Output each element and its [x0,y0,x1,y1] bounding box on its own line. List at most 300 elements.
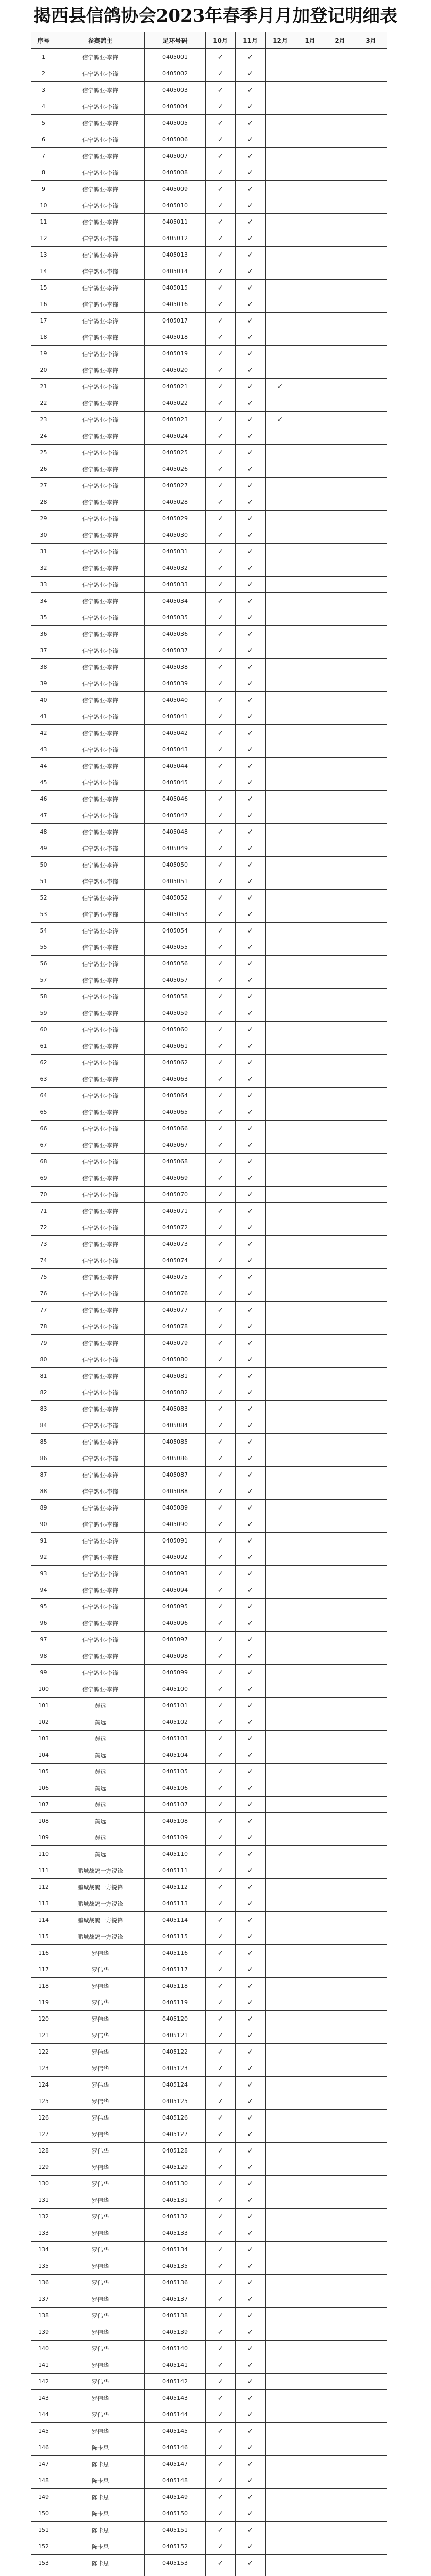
check-mar-cell [355,280,387,296]
check-mar-cell [355,1401,387,1417]
check-oct-cell: ✓ [206,939,236,956]
row-index: 19 [31,346,56,362]
check-jan-cell [295,2027,325,2044]
check-oct-cell: ✓ [206,1467,236,1483]
check-feb-cell [325,1632,355,1648]
check-mar-cell [355,1022,387,1038]
table-row [31,1483,387,1500]
check-mar-cell [355,1978,387,1994]
check-jan-cell [295,906,325,923]
table-row [31,1022,387,1038]
check-mar-cell [355,906,387,923]
check-nov-cell: ✓ [236,1912,266,1928]
check-jan-cell [295,807,325,824]
table-row [31,1516,387,1533]
row-ring: 0405083 [145,1401,206,1417]
row-ring: 0405029 [145,511,206,527]
check-jan-cell [295,2538,325,2555]
check-dec-cell [266,461,295,478]
check-nov-cell: ✓ [236,1846,266,1862]
table-header-row [31,32,387,49]
check-mar-cell [355,593,387,609]
row-owner: 罗伟华 [56,2209,145,2225]
check-oct-cell: ✓ [206,1516,236,1533]
row-owner: 罗伟华 [56,1978,145,1994]
check-feb-cell [325,2275,355,2291]
check-dec-cell [266,2126,295,2143]
check-dec-cell [266,2110,295,2126]
check-dec-cell [266,1961,295,1978]
row-owner: 信宁鸽业-李锋 [56,1599,145,1615]
check-jan-cell [295,1154,325,1170]
row-ring: 0405061 [145,1038,206,1055]
check-nov-cell: ✓ [236,544,266,560]
row-index: 77 [31,1302,56,1318]
check-jan-cell [295,65,325,82]
check-mar-cell [355,2472,387,2489]
table-row [31,1384,387,1401]
check-feb-cell [325,2077,355,2093]
check-nov-cell: ✓ [236,1780,266,1797]
check-nov-cell: ✓ [236,1269,266,1285]
row-index: 32 [31,560,56,577]
row-index: 47 [31,807,56,824]
check-dec-cell [266,708,295,725]
check-oct-cell: ✓ [206,2060,236,2077]
row-owner: 信宁鸽业-李锋 [56,1582,145,1599]
check-jan-cell [295,824,325,840]
row-ring: 0405134 [145,2242,206,2258]
row-owner: 罗伟华 [56,2093,145,2110]
row-index: 116 [31,1945,56,1961]
check-oct-cell: ✓ [206,807,236,824]
check-mar-cell [355,329,387,346]
check-dec-cell [266,609,295,626]
row-index: 81 [31,1368,56,1384]
check-jan-cell [295,1978,325,1994]
row-ring: 0405091 [145,1533,206,1549]
check-feb-cell [325,1285,355,1302]
row-ring: 0405065 [145,1104,206,1121]
table-row [31,362,387,379]
row-ring: 0405070 [145,1187,206,1203]
check-jan-cell [295,2489,325,2505]
row-index: 111 [31,1862,56,1879]
check-mar-cell [355,2275,387,2291]
row-owner: 信宁鸽业-李锋 [56,956,145,972]
row-index: 4 [31,98,56,115]
check-oct-cell: ✓ [206,593,236,609]
check-mar-cell [355,1961,387,1978]
row-owner: 信宁鸽业-李锋 [56,164,145,181]
check-nov-cell: ✓ [236,2192,266,2209]
check-dec-cell [266,1088,295,1104]
check-jan-cell [295,1335,325,1351]
row-index: 102 [31,1714,56,1731]
check-feb-cell [325,2242,355,2258]
check-feb-cell [325,115,355,131]
table-row [31,1780,387,1797]
row-ring: 0405092 [145,1549,206,1566]
check-mar-cell [355,2489,387,2505]
row-owner: 信宁鸽业-李锋 [56,725,145,741]
check-oct-cell: ✓ [206,2176,236,2192]
check-nov-cell: ✓ [236,263,266,280]
check-mar-cell [355,2176,387,2192]
row-ring: 0405143 [145,2390,206,2406]
table-row [31,1533,387,1549]
row-ring: 0405080 [145,1351,206,1368]
check-nov-cell: ✓ [236,2242,266,2258]
table-row [31,642,387,659]
check-mar-cell [355,115,387,131]
table-row [31,461,387,478]
check-feb-cell [325,148,355,164]
row-index: 69 [31,1170,56,1187]
check-jan-cell [295,1928,325,1945]
row-index: 101 [31,1698,56,1714]
row-index: 18 [31,329,56,346]
row-ring: 0405103 [145,1731,206,1747]
row-ring: 0405109 [145,1829,206,1846]
table-row [31,164,387,181]
check-jan-cell [295,609,325,626]
check-feb-cell [325,1879,355,1895]
check-jan-cell [295,544,325,560]
check-mar-cell [355,1137,387,1154]
check-jan-cell [295,659,325,675]
check-nov-cell: ✓ [236,2357,266,2374]
check-oct-cell: ✓ [206,708,236,725]
check-mar-cell [355,2538,387,2555]
table-row [31,2472,387,2489]
check-oct-cell: ✓ [206,131,236,148]
row-index: 48 [31,824,56,840]
check-oct-cell: ✓ [206,2522,236,2538]
check-nov-cell: ✓ [236,2308,266,2324]
check-feb-cell [325,263,355,280]
check-dec-cell [266,2489,295,2505]
table-row [31,511,387,527]
row-owner: 信宁鸽业-李锋 [56,906,145,923]
check-dec-cell [266,2390,295,2406]
check-mar-cell [355,2439,387,2456]
row-index: 138 [31,2308,56,2324]
col-header-owner: 参赛鸽主 [56,32,145,49]
row-ring: 0405003 [145,82,206,98]
check-feb-cell [325,2093,355,2110]
row-owner: 罗伟华 [56,2390,145,2406]
check-feb-cell [325,2357,355,2374]
check-mar-cell [355,1121,387,1137]
check-jan-cell [295,1829,325,1846]
check-dec-cell [266,1483,295,1500]
check-nov-cell: ✓ [236,131,266,148]
table-row [31,544,387,560]
table-row [31,1961,387,1978]
check-nov-cell: ✓ [236,642,266,659]
row-owner: 信宁鸽业-李锋 [56,379,145,395]
table-row [31,115,387,131]
row-owner: 信宁鸽业-李锋 [56,626,145,642]
check-oct-cell: ✓ [206,1071,236,1088]
check-nov-cell: ✓ [236,1368,266,1384]
check-mar-cell [355,230,387,247]
check-oct-cell: ✓ [206,675,236,692]
check-feb-cell [325,1335,355,1351]
check-feb-cell [325,1549,355,1566]
row-index: 66 [31,1121,56,1137]
check-mar-cell [355,1879,387,1895]
row-owner: 罗伟华 [56,2077,145,2093]
check-nov-cell: ✓ [236,1071,266,1088]
check-jan-cell [295,313,325,329]
check-dec-cell [266,1879,295,1895]
check-oct-cell: ✓ [206,1533,236,1549]
row-owner: 信宁鸽业-李锋 [56,1434,145,1450]
check-jan-cell [295,428,325,445]
check-dec-cell [266,1022,295,1038]
row-ring: 0405153 [145,2555,206,2571]
check-mar-cell [355,296,387,313]
check-oct-cell: ✓ [206,2456,236,2472]
check-feb-cell [325,2011,355,2027]
row-index: 94 [31,1582,56,1599]
check-nov-cell: ✓ [236,82,266,98]
check-jan-cell [295,923,325,939]
check-jan-cell [295,263,325,280]
table-row [31,2423,387,2439]
check-dec-cell [266,1747,295,1764]
check-nov-cell: ✓ [236,1797,266,1813]
check-dec-cell [266,1516,295,1533]
check-mar-cell [355,2209,387,2225]
check-dec-cell [266,1829,295,1846]
table-row [31,49,387,65]
check-feb-cell [325,2505,355,2522]
table-row [31,247,387,263]
row-owner: 信宁鸽业-李锋 [56,791,145,807]
check-jan-cell [295,2456,325,2472]
row-owner: 信宁鸽业-李锋 [56,544,145,560]
check-feb-cell [325,2308,355,2324]
check-dec-cell [266,313,295,329]
check-oct-cell: ✓ [206,1747,236,1764]
row-owner: 罗伟华 [56,1961,145,1978]
row-owner: 黄远 [56,1764,145,1780]
row-ring: 0405137 [145,2291,206,2308]
check-oct-cell: ✓ [206,544,236,560]
check-dec-cell [266,1318,295,1335]
check-dec-cell [266,230,295,247]
row-ring: 0405055 [145,939,206,956]
row-owner: 信宁鸽业-李锋 [56,1467,145,1483]
row-owner: 信宁鸽业-李锋 [56,346,145,362]
check-mar-cell [355,1269,387,1285]
row-ring: 0405005 [145,115,206,131]
table-row [31,1648,387,1665]
table-row [31,2027,387,2044]
check-feb-cell [325,362,355,379]
check-oct-cell: ✓ [206,1104,236,1121]
row-ring: 0405099 [145,1665,206,1681]
check-jan-cell [295,2275,325,2291]
check-jan-cell [295,2390,325,2406]
check-feb-cell [325,1121,355,1137]
row-ring: 0405006 [145,131,206,148]
row-ring: 0405077 [145,1302,206,1318]
check-dec-cell [266,1648,295,1665]
check-dec-cell [266,1154,295,1170]
check-dec-cell [266,1417,295,1434]
check-jan-cell [295,2209,325,2225]
row-ring: 0405027 [145,478,206,494]
check-nov-cell: ✓ [236,2060,266,2077]
row-ring: 0405048 [145,824,206,840]
row-ring: 0405058 [145,989,206,1005]
row-owner: 信宁鸽业-李锋 [56,1417,145,1434]
check-mar-cell [355,2374,387,2390]
row-owner: 信宁鸽业-李锋 [56,560,145,577]
check-mar-cell [355,923,387,939]
check-nov-cell: ✓ [236,1483,266,1500]
row-owner: 信宁鸽业-李锋 [56,1368,145,1384]
row-owner: 鹏城战鸽一方锐锋 [56,1928,145,1945]
check-oct-cell: ✓ [206,65,236,82]
check-nov-cell: ✓ [236,1104,266,1121]
check-mar-cell [355,2027,387,2044]
check-nov-cell: ✓ [236,2439,266,2456]
check-dec-cell [266,675,295,692]
table-row [31,98,387,115]
check-nov-cell: ✓ [236,1401,266,1417]
table-row [31,659,387,675]
check-oct-cell: ✓ [206,247,236,263]
row-ring: 0405050 [145,857,206,873]
row-owner: 信宁鸽业-李锋 [56,362,145,379]
check-oct-cell: ✓ [206,2341,236,2357]
row-owner: 信宁鸽业-李锋 [56,230,145,247]
check-mar-cell [355,1104,387,1121]
table-row [31,1467,387,1483]
check-mar-cell [355,2258,387,2275]
row-owner: 信宁鸽业-李锋 [56,131,145,148]
row-owner: 信宁鸽业-李锋 [56,1335,145,1351]
table-row [31,1978,387,1994]
check-mar-cell [355,131,387,148]
table-row [31,1994,387,2011]
check-nov-cell: ✓ [236,2176,266,2192]
row-index: 67 [31,1137,56,1154]
row-index: 1 [31,49,56,65]
check-nov-cell: ✓ [236,609,266,626]
check-nov-cell: ✓ [236,2489,266,2505]
check-oct-cell: ✓ [206,2258,236,2275]
row-ring: 0405043 [145,741,206,758]
table-row [31,560,387,577]
check-dec-cell [266,1582,295,1599]
table-row [31,1665,387,1681]
check-feb-cell [325,1846,355,1862]
check-jan-cell [295,1252,325,1269]
row-ring: 0405069 [145,1170,206,1187]
row-ring: 0405045 [145,774,206,791]
check-nov-cell: ✓ [236,1285,266,1302]
table-row [31,2439,387,2456]
check-mar-cell [355,1698,387,1714]
row-index: 54 [31,923,56,939]
check-dec-cell [266,1895,295,1912]
check-nov-cell: ✓ [236,1022,266,1038]
check-dec-cell [266,544,295,560]
check-feb-cell [325,2110,355,2126]
check-oct-cell: ✓ [206,1895,236,1912]
check-oct-cell: ✓ [206,1285,236,1302]
row-index: 123 [31,2060,56,2077]
row-owner: 黄远 [56,1698,145,1714]
check-mar-cell [355,1829,387,1846]
row-owner: 信宁鸽业-李锋 [56,115,145,131]
check-nov-cell: ✓ [236,2456,266,2472]
table-row [31,1170,387,1187]
row-owner: 信宁鸽业-李锋 [56,527,145,544]
row-ring: 0405004 [145,98,206,115]
check-jan-cell [295,1137,325,1154]
check-oct-cell: ✓ [206,2308,236,2324]
row-ring: 0405125 [145,2093,206,2110]
table-row [31,1912,387,1928]
row-ring: 0405064 [145,1088,206,1104]
table-row [31,1335,387,1351]
check-nov-cell: ✓ [236,1384,266,1401]
check-nov-cell: ✓ [236,445,266,461]
check-mar-cell [355,2110,387,2126]
table-row [31,577,387,593]
col-header-ring: 足环号码 [145,32,206,49]
row-owner: 信宁鸽业-李锋 [56,873,145,890]
row-owner: 信宁鸽业-李锋 [56,1038,145,1055]
check-mar-cell [355,2324,387,2341]
check-oct-cell: ✓ [206,280,236,296]
check-jan-cell [295,577,325,593]
check-dec-cell [266,1302,295,1318]
check-jan-cell [295,1450,325,1467]
check-jan-cell [295,1731,325,1747]
table-row [31,1121,387,1137]
check-mar-cell [355,2225,387,2242]
check-nov-cell: ✓ [236,2077,266,2093]
row-owner: 罗伟华 [56,1994,145,2011]
row-ring: 0405142 [145,2374,206,2390]
row-ring: 0405049 [145,840,206,857]
table-row [31,2571,387,2576]
check-dec-cell [266,758,295,774]
table-row [31,395,387,412]
check-oct-cell: ✓ [206,1731,236,1747]
table-row [31,1698,387,1714]
check-feb-cell [325,2225,355,2242]
check-oct-cell: ✓ [206,1566,236,1582]
check-feb-cell [325,2571,355,2576]
check-nov-cell: ✓ [236,1731,266,1747]
table-row [31,1417,387,1434]
row-index: 80 [31,1351,56,1368]
row-owner: 信宁鸽业-李锋 [56,1615,145,1632]
check-dec-cell [266,1236,295,1252]
row-owner: 信宁鸽业-李锋 [56,1351,145,1368]
row-ring: 0405108 [145,1813,206,1829]
check-mar-cell [355,1170,387,1187]
